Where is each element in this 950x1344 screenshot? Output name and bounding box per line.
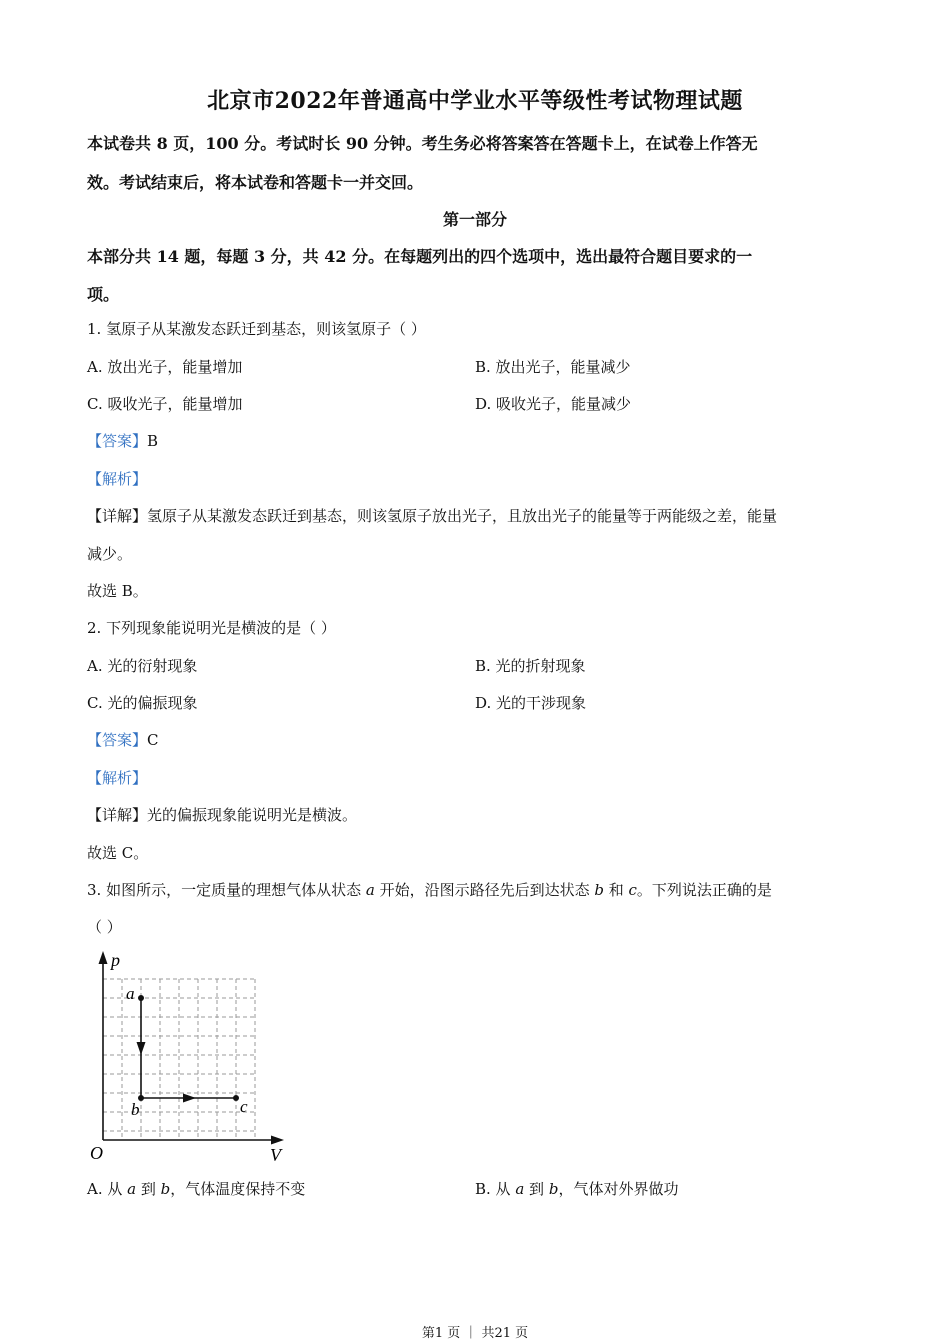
q3-stem-mid: 开始，沿图示路径先后到达状态	[374, 881, 595, 899]
page-footer: 第1 页 ｜ 共21 页	[421, 1326, 529, 1341]
q2-option-c: C. 光的偏振现象	[87, 694, 198, 712]
part-title: 第一部分	[442, 210, 507, 229]
q1-conclusion: 故选 B。	[87, 582, 148, 600]
q3-a-post: ，气体温度保持不变	[170, 1180, 306, 1198]
point-a-label: a	[126, 984, 135, 1003]
q2-conclusion: 故选 C。	[87, 844, 149, 862]
q3-a-var-b: b	[160, 1180, 171, 1198]
q3-stem-line-2: （ ）	[87, 918, 122, 936]
q3-b-var-a: a	[515, 1180, 525, 1198]
q1-detail-line-1	[87, 505, 777, 526]
part-intro-line-2: 项。	[87, 285, 120, 304]
q3-stem-line-1	[87, 879, 772, 900]
origin-label: O	[90, 1143, 103, 1163]
p-axis-label: p	[111, 950, 120, 970]
q1-option-a: A. 放出光子，能量增加	[87, 358, 243, 376]
q3-stem-b: b	[594, 881, 604, 899]
part-intro-line-1: 本部分共 14 题，每题 3 分，共 42 分。在每题列出的四个选项中，选出最符合题目要求的一	[87, 247, 753, 266]
v-axis-label: V	[270, 1145, 281, 1165]
q1-answer	[87, 430, 158, 451]
q3-option-b	[475, 1178, 678, 1199]
q2-stem: 2. 下列现象能说明光是横波的是（ ）	[87, 619, 336, 637]
page-title: 北京市2022年普通高中学业水平等级性考试物理试题	[207, 88, 743, 114]
q3-b-post: ，气体对外界做功	[558, 1180, 679, 1198]
q2-option-a: A. 光的衍射现象	[87, 657, 198, 675]
q1-stem: 1. 氢原子从某激发态跃迁到基态，则该氢原子（ ）	[87, 320, 426, 338]
pv-diagram	[80, 945, 300, 1165]
q3-stem-post: 。下列说法正确的是	[636, 881, 772, 899]
q3-stem-pre: 3. 如图所示，一定质量的理想气体从状态	[87, 881, 366, 899]
q1-option-c: C. 吸收光子，能量增加	[87, 395, 243, 413]
q3-b-pre: B. 从	[475, 1180, 516, 1198]
q1-option-d: D. 吸收光子，能量减少	[475, 395, 632, 413]
point-a	[138, 995, 144, 1001]
q3-a-pre: A. 从	[87, 1180, 128, 1198]
detail-label: 【详解】	[87, 806, 148, 824]
detail-label: 【详解】	[87, 507, 148, 525]
q2-option-d: D. 光的干涉现象	[475, 694, 587, 712]
point-c-label: c	[240, 1097, 248, 1116]
path-b-to-c-arrow-icon	[183, 1094, 196, 1103]
q2-detail	[87, 804, 357, 825]
q1-analysis-label: 【解析】	[87, 470, 148, 488]
intro-line-1: 本试卷共 8 页，100 分。考试时长 90 分钟。考生务必将答案答在答题卡上，在试卷上作答无	[87, 134, 758, 153]
path-a-to-b-arrow-icon	[137, 1042, 146, 1055]
intro-line-2: 效。考试结束后，将本试卷和答题卡一并交回。	[87, 173, 424, 192]
v-axis-arrow-icon	[271, 1136, 284, 1145]
q2-answer	[87, 729, 159, 750]
q2-detail-text: 光的偏振现象能说明光是横波。	[147, 806, 358, 824]
q2-answer-value: C	[147, 731, 159, 749]
q3-stem-c: c	[628, 881, 637, 899]
q1-answer-value: B	[147, 432, 159, 450]
q1-detail-text: 氢原子从某激发态跃迁到基态，则该氢原子放出光子，且放出光子的能量等于两能级之差，能量	[147, 507, 778, 525]
q3-b-var-b: b	[548, 1180, 559, 1198]
q3-stem-and: 和	[603, 881, 629, 899]
p-axis-arrow-icon	[99, 951, 108, 964]
q1-option-b: B. 放出光子，能量减少	[475, 358, 631, 376]
q2-option-b: B. 光的折射现象	[475, 657, 586, 675]
q3-stem-a: a	[365, 881, 375, 899]
q3-a-var-a: a	[127, 1180, 137, 1198]
answer-label: 【答案】	[87, 432, 148, 450]
answer-label: 【答案】	[87, 731, 148, 749]
point-b-label: b	[131, 1100, 140, 1119]
q3-a-mid: 到	[136, 1180, 161, 1198]
q3-option-a	[87, 1178, 305, 1199]
point-c	[233, 1095, 239, 1101]
grid	[103, 979, 256, 1140]
q3-b-mid: 到	[524, 1180, 549, 1198]
q1-detail-line-2: 减少。	[87, 545, 133, 563]
q2-analysis-label: 【解析】	[87, 769, 148, 787]
